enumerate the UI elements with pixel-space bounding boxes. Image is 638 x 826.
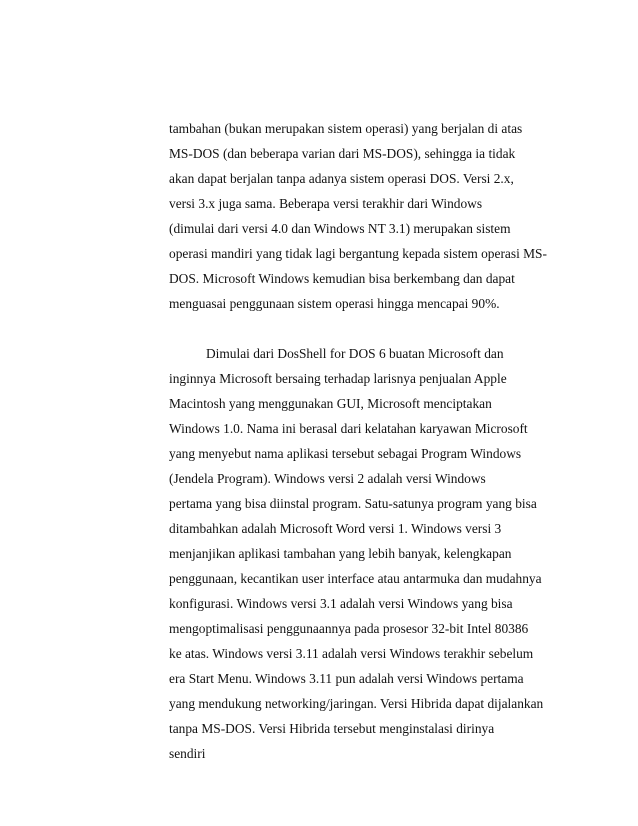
- paragraph-2-line-17: sendiri: [169, 746, 206, 761]
- paragraph-2-line-7: pertama yang bisa diinstal program. Satu-satunya program yang bisa: [169, 496, 537, 511]
- paragraph-1-line-3: akan dapat berjalan tanpa adanya sistem operasi DOS. Versi 2.x,: [169, 171, 514, 186]
- paragraph-2-line-16: tanpa MS-DOS. Versi Hibrida tersebut menginstalasi dirinya: [169, 721, 495, 736]
- paragraph-2-line-5: yang menyebut nama aplikasi tersebut sebagai Program Windows: [169, 446, 522, 461]
- paragraph-1-line-2: MS-DOS (dan beberapa varian dari MS-DOS), sehingga ia tidak: [169, 146, 516, 161]
- paragraph-2-line-3: Macintosh yang menggunakan GUI, Microsoft menciptakan: [169, 396, 492, 411]
- paragraph-2-line-6: (Jendela Program). Windows versi 2 adalah versi Windows: [169, 471, 486, 486]
- paragraph-2-line-4: Windows 1.0. Nama ini berasal dari kelatahan karyawan Microsoft: [169, 421, 528, 436]
- paragraph-2-line-15: yang mendukung networking/jaringan. Versi Hibrida dapat dijalankan: [169, 696, 544, 711]
- paragraph-2-line-1: Dimulai dari DosShell for DOS 6 buatan Microsoft dan: [206, 346, 504, 361]
- paragraph-1-line-8: menguasai penggunaan sistem operasi hingga mencapai 90%.: [169, 296, 500, 311]
- paragraph-1-line-1: tambahan (bukan merupakan sistem operasi) yang berjalan di atas: [169, 121, 523, 136]
- paragraph-2-line-12: mengoptimalisasi penggunaannya pada prosesor 32-bit Intel 80386: [169, 621, 529, 636]
- paragraph-1-line-5: (dimulai dari versi 4.0 dan Windows NT 3.1) merupakan sistem: [169, 221, 511, 236]
- paragraph-2-line-2: inginnya Microsoft bersaing terhadap larisnya penjualan Apple: [169, 371, 507, 386]
- paragraph-1-line-7: DOS. Microsoft Windows kemudian bisa berkembang dan dapat: [169, 271, 515, 286]
- paragraph-2-line-10: penggunaan, kecantikan user interface atau antarmuka dan mudahnya: [169, 571, 542, 586]
- paragraph-2-line-8: ditambahkan adalah Microsoft Word versi 1. Windows versi 3: [169, 521, 502, 536]
- paragraph-1-line-6: operasi mandiri yang tidak lagi bergantung kepada sistem operasi MS-: [169, 246, 547, 261]
- paragraph-2-line-13: ke atas. Windows versi 3.11 adalah versi Windows terakhir sebelum: [169, 646, 534, 661]
- paragraph-2-line-14: era Start Menu. Windows 3.11 pun adalah versi Windows pertama: [169, 671, 524, 686]
- paragraph-2-line-11: konfigurasi. Windows versi 3.1 adalah versi Windows yang bisa: [169, 596, 513, 611]
- paragraph-1-line-4: versi 3.x juga sama. Beberapa versi terakhir dari Windows: [169, 196, 483, 211]
- paragraph-2-line-9: menjanjikan aplikasi tambahan yang lebih banyak, kelengkapan: [169, 546, 512, 561]
